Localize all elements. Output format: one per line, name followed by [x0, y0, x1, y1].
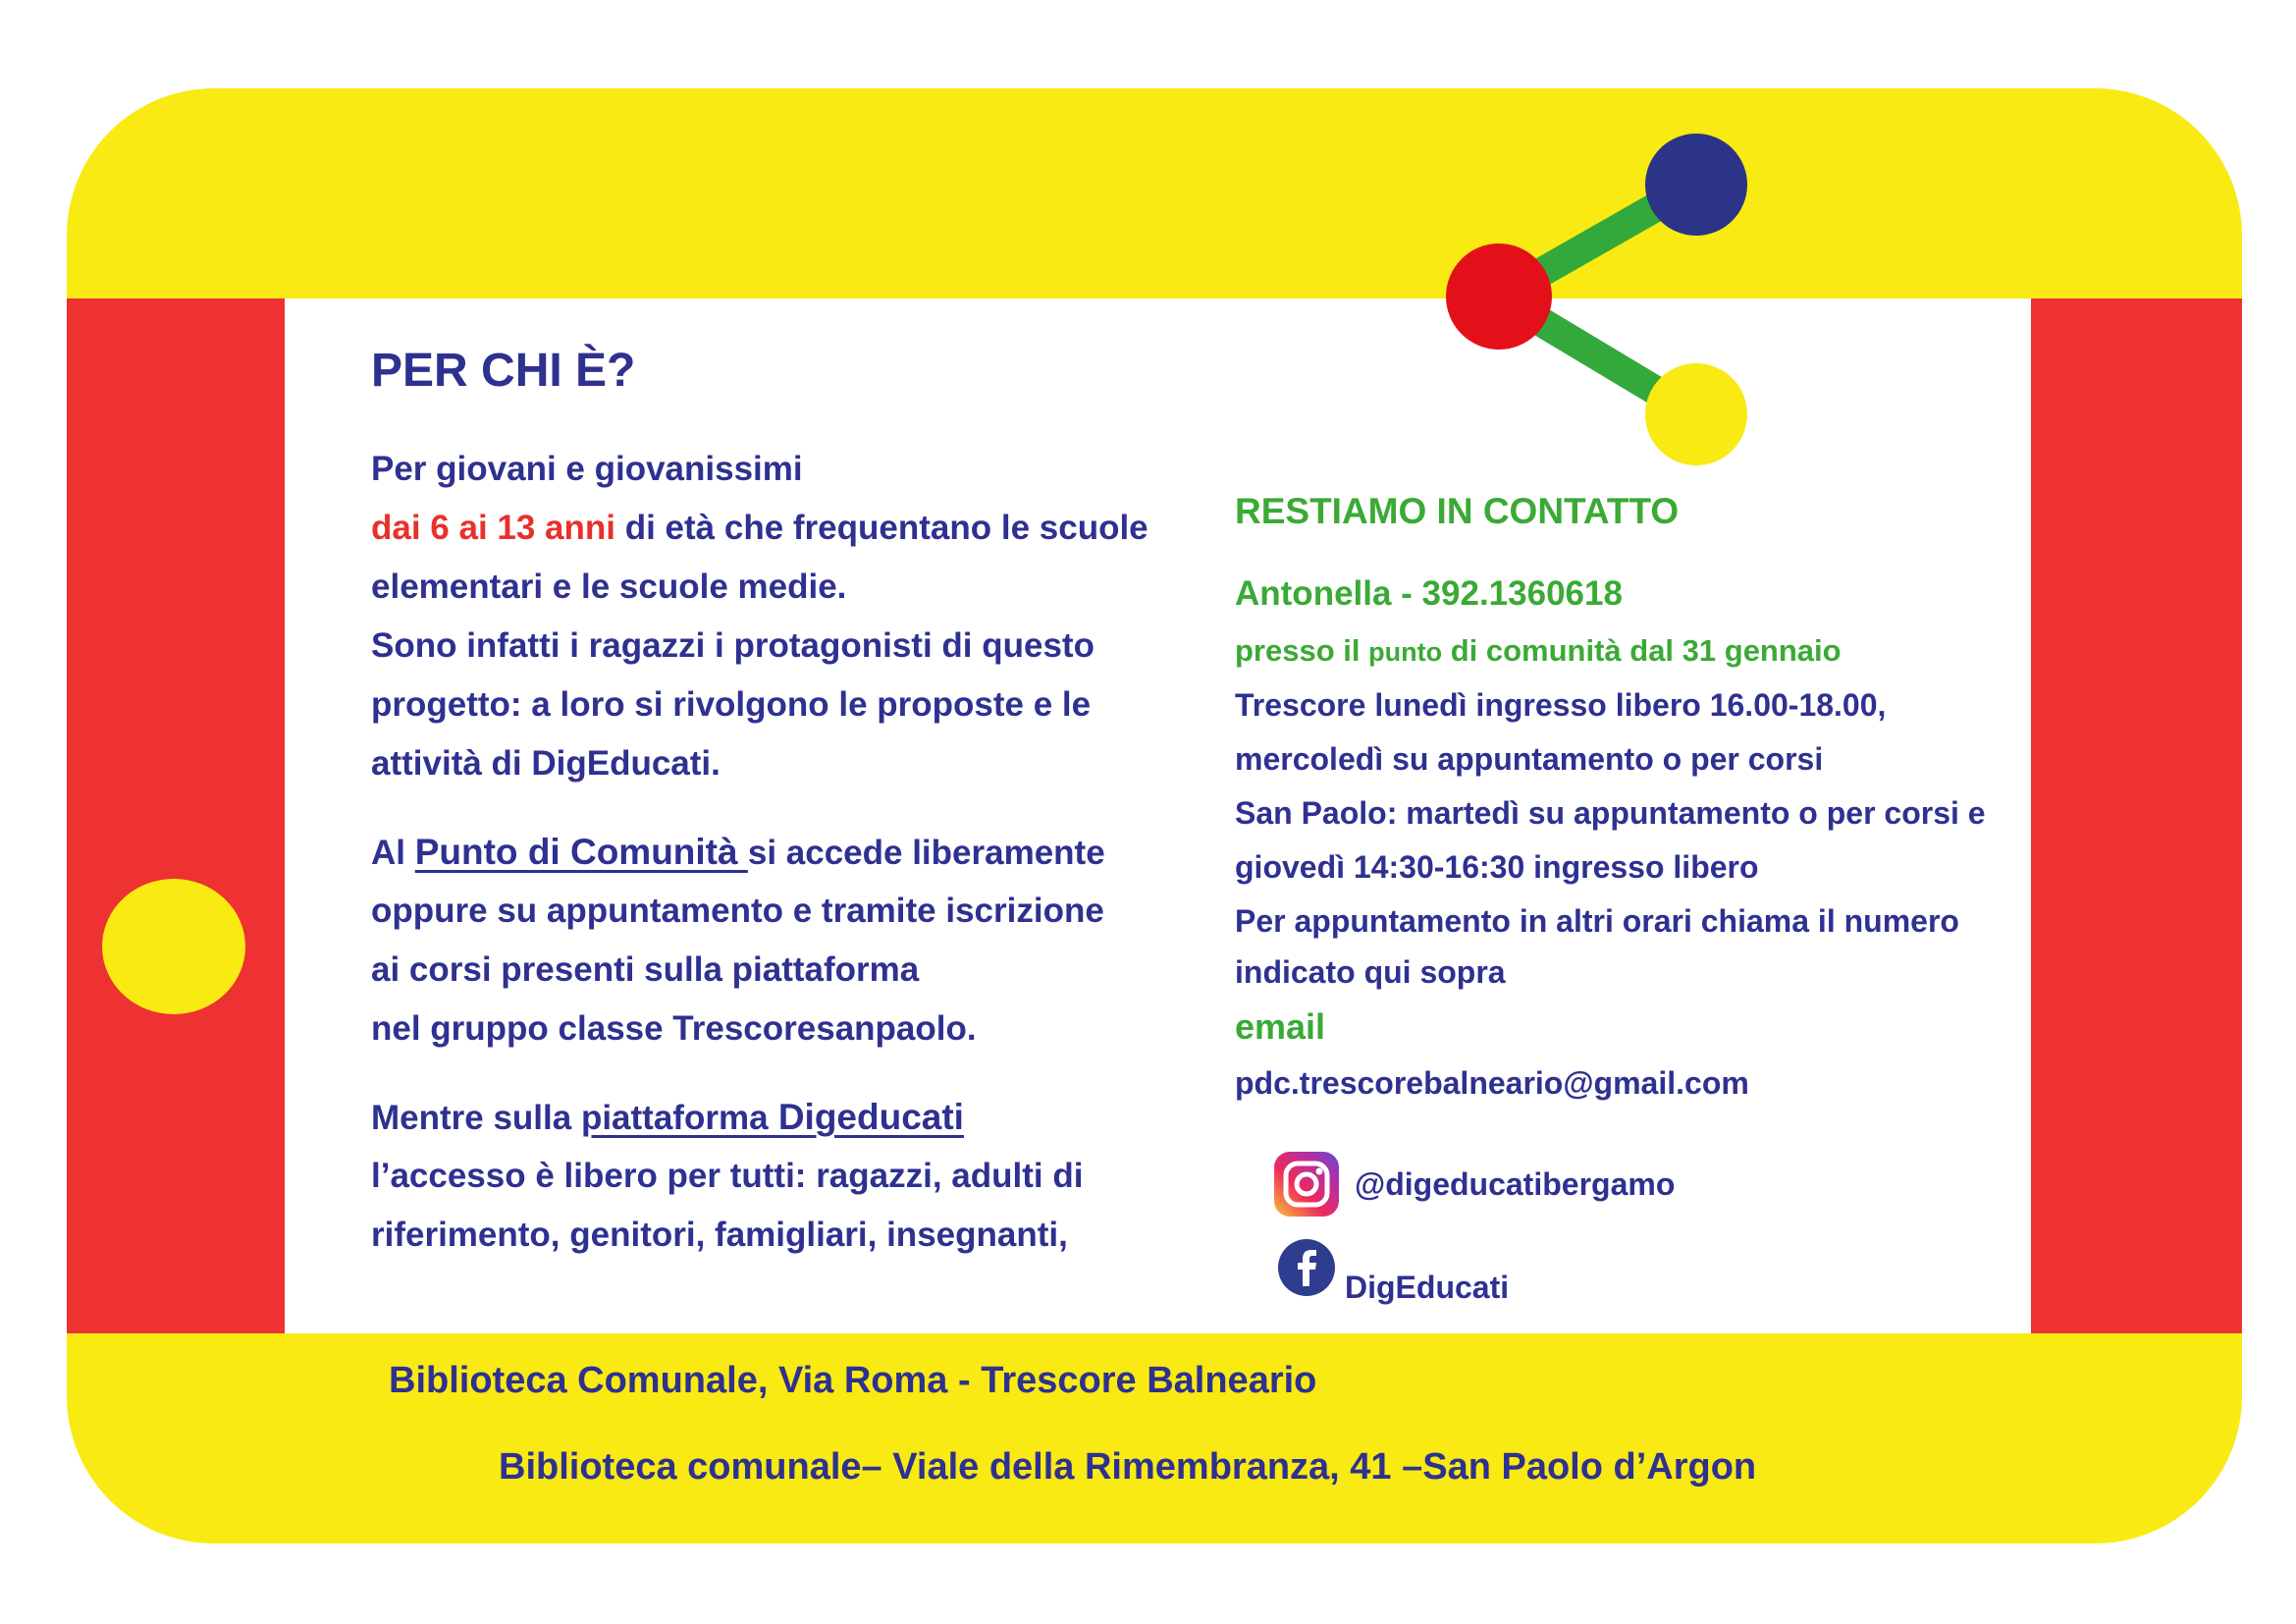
schedule-line: giovedì 14:30-16:30 ingresso libero — [1235, 849, 1759, 885]
share-logo-icon — [1443, 128, 1767, 481]
text-line: riferimento, genitori, famigliari, insegnanti, — [371, 1216, 1068, 1254]
text-line: l’accesso è libero per tutti: ragazzi, adulti di — [371, 1157, 1084, 1195]
text-span: di comunità dal 31 gennaio — [1442, 633, 1842, 668]
schedule-line: San Paolo: martedì su appuntamento o per corsi e — [1235, 795, 1986, 831]
text-line: elementari e le scuole medie. — [371, 568, 847, 606]
instagram-icon[interactable] — [1274, 1152, 1339, 1217]
text-span: punto — [1368, 637, 1443, 667]
punto-di-comunita-link[interactable]: Punto di Comunità — [414, 832, 748, 872]
schedule-line: Per appuntamento in altri orari chiama il numero — [1235, 903, 1959, 939]
left-red-bar — [67, 298, 285, 1333]
contact-name-phone[interactable]: Antonella - 392.1360618 — [1235, 574, 1623, 613]
piattaforma-link[interactable] — [581, 1099, 964, 1137]
text-line — [371, 499, 1148, 558]
text-line: ai corsi presenti sulla piattaforma — [371, 950, 920, 989]
right-red-bar — [2031, 298, 2242, 1333]
schedule-line: Trescore lunedì ingresso libero 16.00-18.00, — [1235, 687, 1887, 723]
footer-address-trescore: Biblioteca Comunale, Via Roma - Trescore Balneario — [389, 1360, 1317, 1401]
schedule-line: mercoledì su appuntamento o per corsi — [1235, 741, 1824, 777]
text-line — [371, 1088, 964, 1148]
facebook-icon[interactable] — [1278, 1239, 1335, 1296]
text-span: Mentre sulla — [371, 1099, 581, 1137]
text-line: nel gruppo classe Trescoresanpaolo. — [371, 1009, 977, 1048]
schedule-line: indicato qui sopra — [1235, 954, 1506, 990]
age-range: dai 6 ai 13 anni — [371, 509, 615, 547]
text-span: Digeducati — [768, 1097, 964, 1137]
contact-heading: RESTIAMO IN CONTATTO — [1235, 491, 1680, 531]
email-label: email — [1235, 1006, 1326, 1047]
facebook-name[interactable]: DigEducati — [1345, 1270, 1510, 1305]
text-span: di età che frequentano le scuole — [615, 509, 1148, 547]
text-line: Sono infatti i ragazzi i protagonisti di questo — [371, 626, 1095, 665]
home-button-dot — [102, 879, 245, 1014]
presso-line — [1235, 633, 1842, 669]
text-span: piattaforma — [580, 1099, 769, 1137]
text-span: presso il — [1235, 633, 1369, 668]
footer-address-san-paolo: Biblioteca comunale– Viale della Rimembranza, 41 –San Paolo d’Argon — [499, 1446, 1757, 1488]
page-title: PER CHI È? — [371, 345, 636, 397]
text-line — [371, 823, 1105, 883]
text-line: Per giovani e giovanissimi — [371, 450, 803, 488]
text-line: attività di DigEducati. — [371, 744, 721, 783]
text-line: progetto: a loro si rivolgono le proposte e le — [371, 685, 1092, 724]
email-address[interactable]: pdc.trescorebalneario@gmail.com — [1235, 1065, 1749, 1101]
text-span: Al — [371, 834, 415, 872]
text-line: oppure su appuntamento e tramite iscrizione — [371, 892, 1104, 930]
instagram-handle[interactable]: @digeducatibergamo — [1355, 1166, 1676, 1202]
text-span: si accede liberamente — [747, 834, 1105, 872]
